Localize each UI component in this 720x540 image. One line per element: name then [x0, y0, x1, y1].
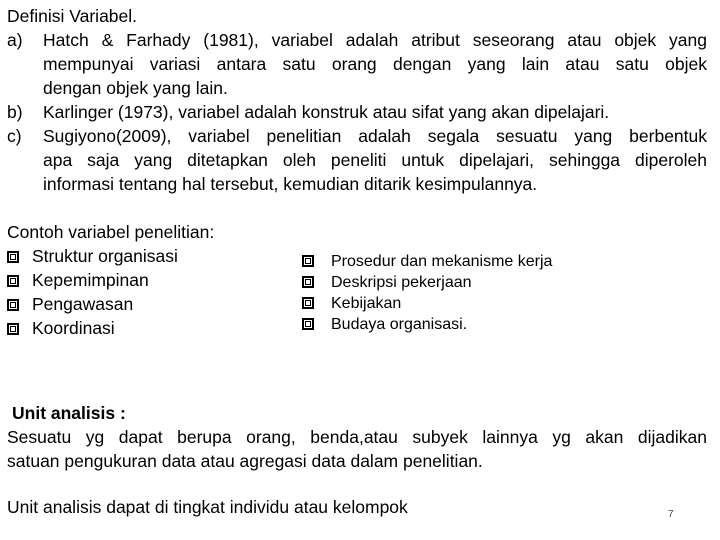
- definition-a-line-2: mempunyai variasi antara satu orang dengan yang lain atau satu objek: [43, 54, 707, 74]
- list-item-label: Kebijakan: [331, 295, 402, 312]
- list-item: [302, 272, 472, 293]
- checkbox-bullet-icon: [7, 275, 19, 287]
- definition-c-line-3: informasi tentang hal tersebut, kemudian ditarik kesimpulannya.: [43, 174, 538, 194]
- checkbox-bullet-icon: [7, 251, 19, 263]
- definition-c-line-2: apa saja yang ditetapkan oleh peneliti untuk dipelajari, sehingga diperoleh: [43, 150, 707, 170]
- list-item-label: Kepemimpinan: [32, 270, 149, 290]
- unit-analysis-heading: Unit analisis :: [12, 403, 126, 423]
- list-item: [302, 251, 552, 272]
- definition-b-marker: b): [7, 102, 23, 122]
- examples-heading: Contoh variabel penelitian:: [7, 222, 215, 242]
- definition-a-line-3: dengan objek yang lain.: [43, 78, 228, 98]
- checkbox-bullet-icon: [7, 299, 19, 311]
- list-item: [7, 268, 149, 292]
- unit-analysis-line-1: Sesuatu yg dapat berupa orang, benda,atau subyek lainnya yg akan dijadikan: [7, 427, 707, 447]
- page-number: 7: [668, 509, 674, 520]
- list-item-label: Deskripsi pekerjaan: [331, 274, 472, 291]
- definition-a-marker: a): [7, 30, 23, 50]
- checkbox-bullet-icon: [302, 297, 314, 309]
- list-item: [7, 244, 178, 268]
- list-item-label: Struktur organisasi: [32, 246, 178, 266]
- definition-c-marker: c): [7, 126, 22, 146]
- unit-analysis-level: Unit analisis dapat di tingkat individu atau kelompok: [7, 497, 408, 517]
- checkbox-bullet-icon: [302, 255, 314, 267]
- checkbox-bullet-icon: [302, 318, 314, 330]
- list-item: [7, 292, 133, 316]
- checkbox-bullet-icon: [7, 323, 19, 335]
- list-item-label: Budaya organisasi.: [331, 316, 468, 333]
- definition-b-line-1: Karlinger (1973), variabel adalah konstruk atau sifat yang akan dipelajari.: [43, 102, 610, 122]
- list-item-label: Pengawasan: [32, 294, 134, 314]
- definition-a-line-1: Hatch & Farhady (1981), variabel adalah atribut seseorang atau objek yang: [43, 30, 707, 50]
- checkbox-bullet-icon: [302, 276, 314, 288]
- list-item: [302, 293, 401, 314]
- page-title: Definisi Variabel.: [7, 6, 138, 26]
- definition-c-line-1: Sugiyono(2009), variabel penelitian adalah segala sesuatu yang berbentuk: [43, 126, 707, 146]
- unit-analysis-line-2: satuan pengukuran data atau agregasi data dalam penelitian.: [7, 451, 483, 471]
- list-item-label: Koordinasi: [32, 318, 115, 338]
- list-item: [302, 314, 467, 335]
- list-item: [7, 316, 115, 340]
- list-item-label: Prosedur dan mekanisme kerja: [331, 253, 553, 270]
